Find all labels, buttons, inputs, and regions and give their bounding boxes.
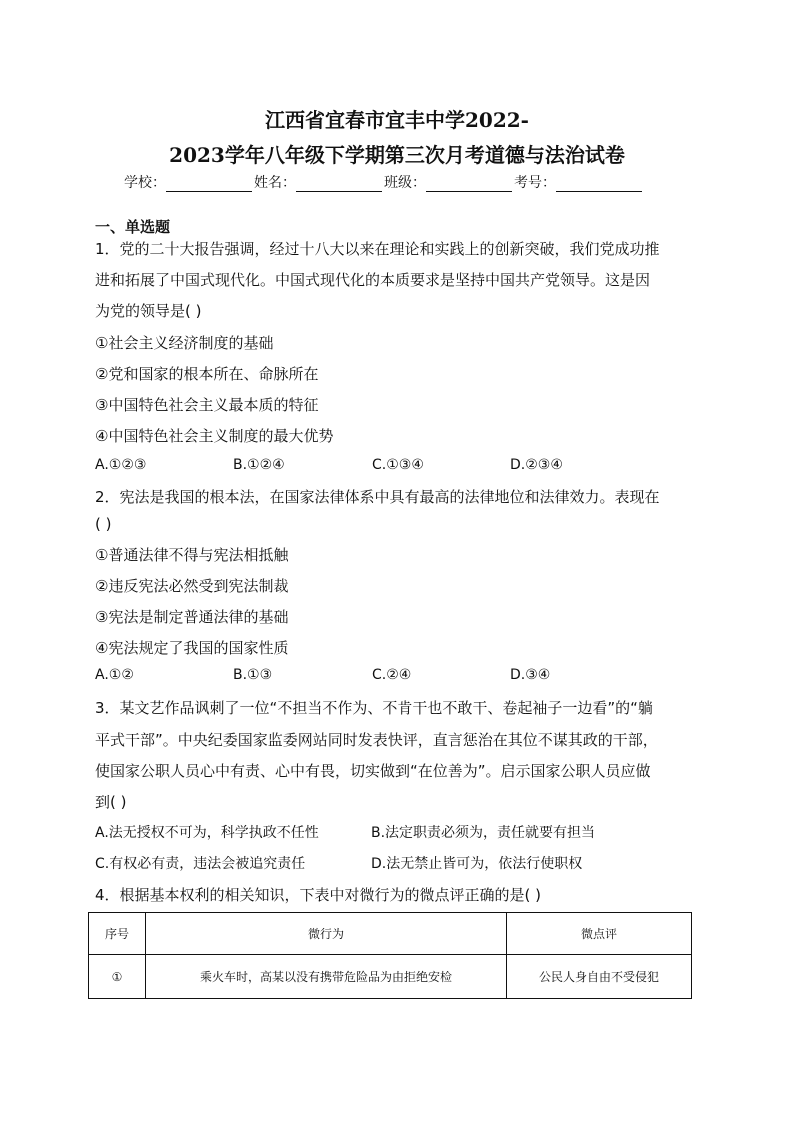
q1-item: ①社会主义经济制度的基础 bbox=[95, 334, 274, 352]
q4-stem-line: 4．根据基本权利的相关知识，下表中对微行为的微点评正确的是( ) bbox=[95, 886, 542, 904]
q1-item: ②党和国家的根本所在、命脉所在 bbox=[95, 365, 319, 383]
q2-item: ③宪法是制定普通法律的基础 bbox=[95, 608, 289, 626]
q3-stem-line: 3．某文艺作品讽刺了一位“不担当不作为、不肯干也不敢干、卷起袖子一边看”的“躺 bbox=[95, 699, 653, 717]
q1-stem-line: 为党的领导是( ) bbox=[95, 302, 202, 320]
school-label: 学校： bbox=[124, 175, 166, 191]
q1-option-a[interactable]: A.①②③ bbox=[95, 457, 147, 473]
school-field bbox=[124, 172, 254, 192]
table-cell-comment: 公民人身自由不受侵犯 bbox=[507, 955, 692, 999]
table-cell-behavior: 乘火车时，高某以没有携带危险品为由拒绝安检 bbox=[146, 955, 507, 999]
exam-title-line1: 江西省宜春市宜丰中学2022- bbox=[265, 108, 529, 132]
table-row bbox=[89, 955, 692, 999]
q2-option-d[interactable]: D.③④ bbox=[510, 667, 551, 683]
q2-option-a[interactable]: A.①② bbox=[95, 667, 134, 683]
name-field bbox=[254, 172, 384, 192]
q2-option-b[interactable]: B.①③ bbox=[233, 667, 273, 683]
section-title: 一、单选题 bbox=[95, 218, 171, 236]
q3-stem-line: 使国家公职人员心中有责、心中有畏，切实做到“在位善为”。启示国家公职人员应做 bbox=[95, 762, 651, 780]
q1-option-c[interactable]: C.①③④ bbox=[372, 457, 424, 473]
class-field bbox=[384, 172, 514, 192]
q1-item: ④中国特色社会主义制度的最大优势 bbox=[95, 427, 334, 445]
name-blank[interactable] bbox=[296, 177, 382, 192]
student-info-row bbox=[124, 172, 684, 192]
q1-item: ③中国特色社会主义最本质的特征 bbox=[95, 396, 319, 414]
exam-number-field bbox=[514, 172, 644, 192]
q3-option-d[interactable]: D.法无禁止皆可为，依法行使职权 bbox=[371, 856, 583, 872]
class-blank[interactable] bbox=[426, 177, 512, 192]
q1-stem-line: 进和拓展了中国式现代化。中国式现代化的本质要求是坚持中国共产党领导。这是因 bbox=[95, 271, 651, 289]
q4-rights-table bbox=[88, 912, 692, 999]
q2-stem-line: ( ) bbox=[95, 515, 112, 533]
q3-stem-line: 平式干部”。中央纪委国家监委网站同时发表快评，直言惩治在其位不谋其政的干部， bbox=[95, 731, 658, 749]
q3-option-c[interactable]: C.有权必有责，违法会被追究责任 bbox=[95, 856, 306, 872]
class-label: 班级： bbox=[384, 175, 426, 191]
table-header-behavior: 微行为 bbox=[146, 913, 507, 955]
q2-item: ④宪法规定了我国的国家性质 bbox=[95, 639, 289, 657]
name-label: 姓名： bbox=[254, 175, 296, 191]
school-blank[interactable] bbox=[166, 177, 252, 192]
q3-option-b[interactable]: B.法定职责必须为，责任就要有担当 bbox=[371, 825, 596, 841]
exam-number-label: 考号： bbox=[514, 175, 556, 191]
table-header-comment: 微点评 bbox=[507, 913, 692, 955]
table-header-index: 序号 bbox=[89, 913, 146, 955]
q2-stem-line: 2．宪法是我国的根本法，在国家法律体系中具有最高的法律地位和法律效力。表现在 bbox=[95, 488, 660, 506]
q1-option-d[interactable]: D.②③④ bbox=[510, 457, 563, 473]
table-header-row bbox=[89, 913, 692, 955]
exam-number-blank[interactable] bbox=[556, 177, 642, 192]
q2-item: ①普通法律不得与宪法相抵触 bbox=[95, 546, 289, 564]
q3-option-a[interactable]: A.法无授权不可为，科学执政不任性 bbox=[95, 825, 319, 841]
q2-item: ②违反宪法必然受到宪法制裁 bbox=[95, 577, 289, 595]
q2-option-c[interactable]: C.②④ bbox=[372, 667, 412, 683]
q3-stem-line: 到( ) bbox=[95, 793, 127, 811]
q1-option-b[interactable]: B.①②④ bbox=[233, 457, 285, 473]
table-cell-index: ① bbox=[89, 955, 146, 999]
exam-title-line2: 2023学年八年级下学期第三次月考道德与法治试卷 bbox=[169, 143, 625, 167]
q1-stem-line: 1．党的二十大报告强调，经过十八大以来在理论和实践上的创新突破，我们党成功推 bbox=[95, 240, 660, 258]
